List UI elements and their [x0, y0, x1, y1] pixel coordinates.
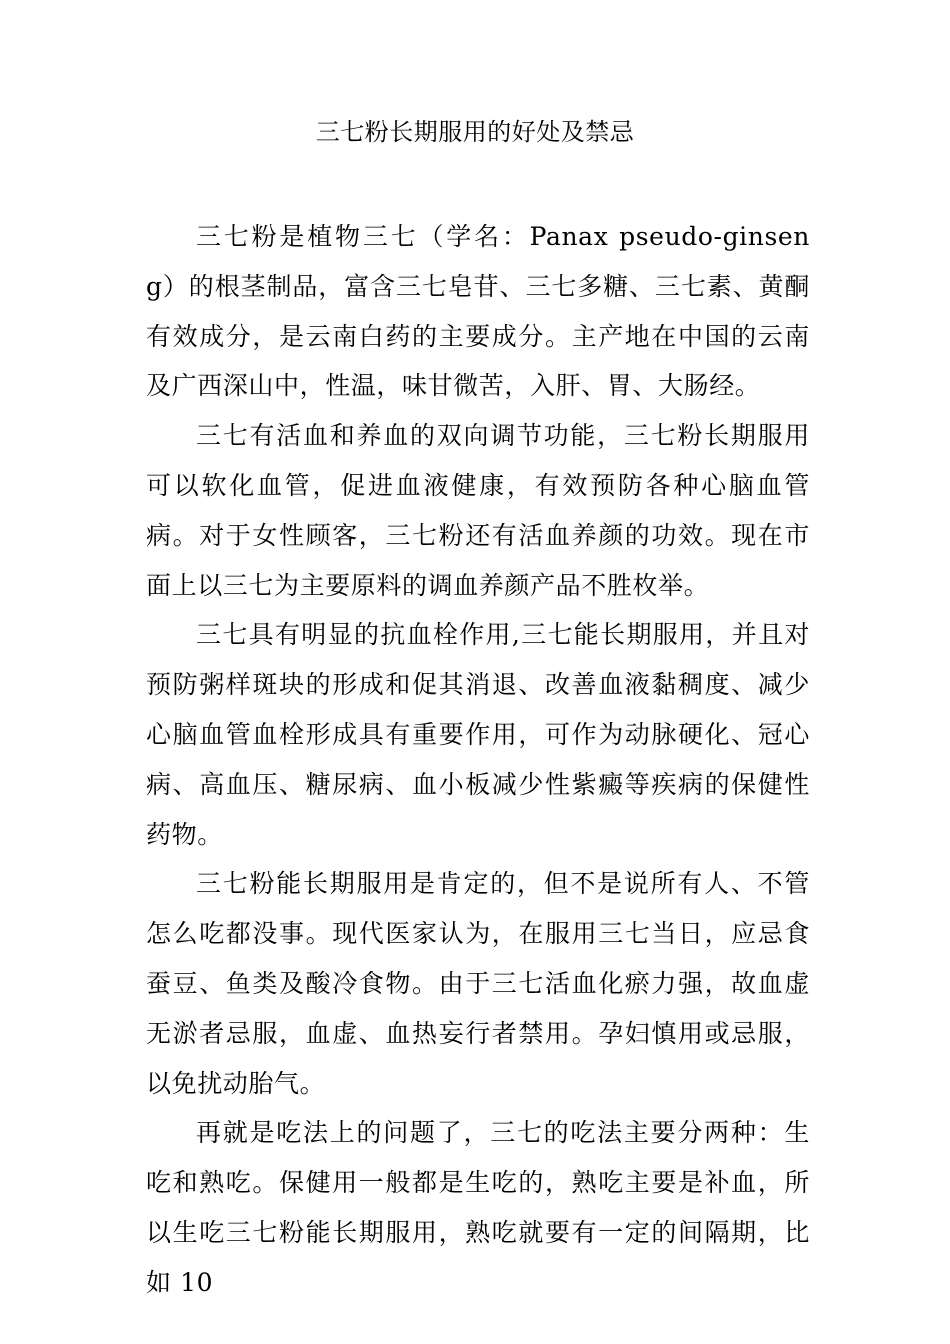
- paragraph-1: 三七粉是植物三七（学名：Panax pseudo-ginseng）的根茎制品，富含三七皂苷、三七多糖、三七素、黄酮有效成分，是云南白药的主要成分。主产地在中国的云南及广西深山中，性温，味甘微苦，入肝、胃、大肠经。: [146, 222, 810, 401]
- paragraph-3: 三七具有明显的抗血栓作用,三七能长期服用，并且对预防粥样斑块的形成和促其消退、改善血液黏稠度、减少心脑血管血栓形成具有重要作用，可作为动脉硬化、冠心病、高血压、糖尿病、血小板减少性紫癜等疾病的保健性药物。: [146, 620, 810, 849]
- paragraph-2: 三七有活血和养血的双向调节功能，三七粉长期服用可以软化血管，促进血液健康，有效预防各种心脑血管病。对于女性顾客，三七粉还有活血养颜的功效。现在市面上以三七为主要原料的调血养颜产品不胜枚举。: [146, 421, 810, 600]
- document-body: [146, 212, 810, 1308]
- paragraph-5: 再就是吃法上的问题了，三七的吃法主要分两种：生吃和熟吃。保健用一般都是生吃的，熟吃主要是补血，所以生吃三七粉能长期服用，熟吃就要有一定的间隔期，比如 10: [146, 1118, 810, 1297]
- paragraph-4: 三七粉能长期服用是肯定的，但不是说所有人、不管怎么吃都没事。现代医家认为，在服用三七当日，应忌食蚕豆、鱼类及酸冷食物。由于三七活血化瘀力强，故血虚无淤者忌服，血虚、血热妄行者禁用。孕妇慎用或忌服，以免扰动胎气。: [146, 869, 810, 1098]
- document-title: 三七粉长期服用的好处及禁忌: [315, 118, 635, 146]
